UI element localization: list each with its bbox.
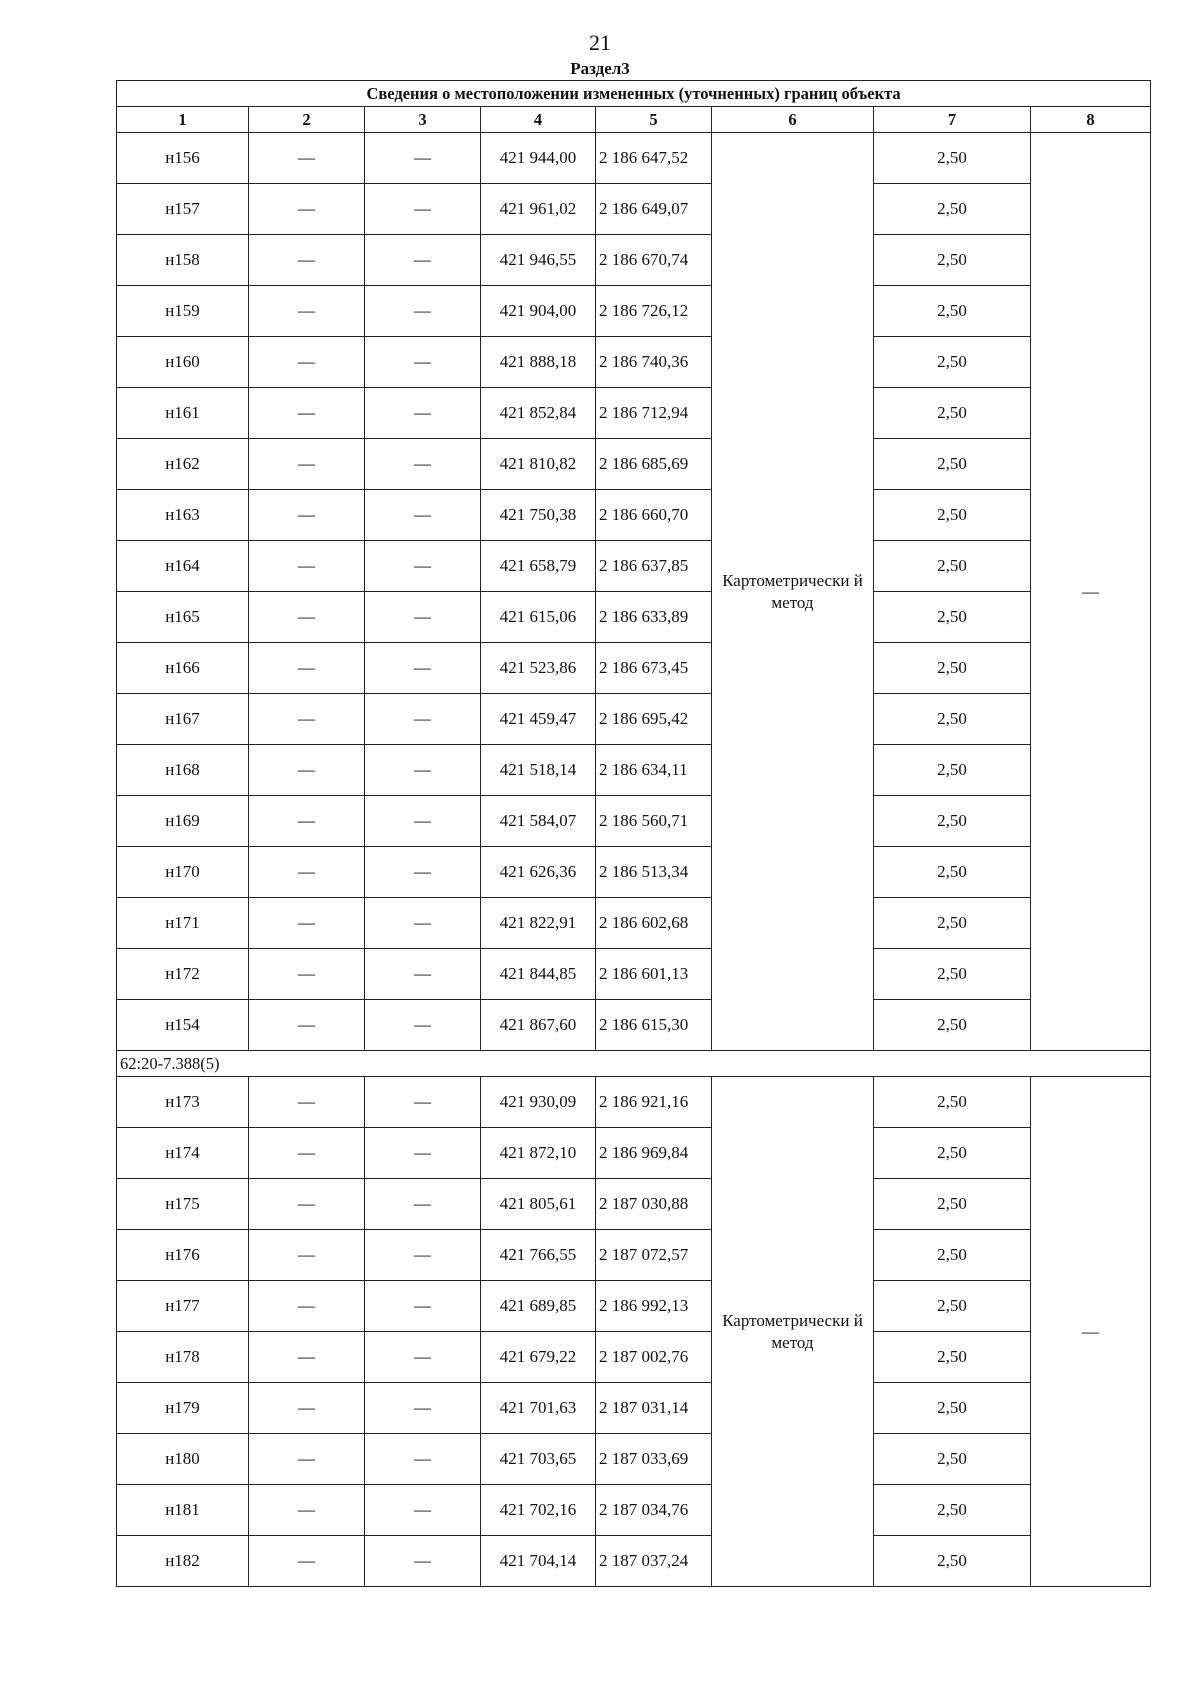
table-row <box>117 1179 1151 1230</box>
accuracy-cell: 2,50 <box>874 1128 1031 1179</box>
point-name-cell: н167 <box>117 694 249 745</box>
column-header: 3 <box>365 107 481 133</box>
point-name-cell: н175 <box>117 1179 249 1230</box>
col3-cell: — <box>365 541 481 592</box>
x-coordinate-cell: 421 946,55 <box>481 235 596 286</box>
col2-cell: — <box>249 388 365 439</box>
accuracy-cell: 2,50 <box>874 1000 1031 1051</box>
accuracy-cell: 2,50 <box>874 286 1031 337</box>
x-coordinate-cell: 421 888,18 <box>481 337 596 388</box>
col3-cell: — <box>365 796 481 847</box>
col8-cell: — <box>1031 133 1151 1051</box>
col2-cell: — <box>249 286 365 337</box>
col2-cell: — <box>249 1230 365 1281</box>
col3-cell: — <box>365 643 481 694</box>
x-coordinate-cell: 421 852,84 <box>481 388 596 439</box>
x-coordinate-cell: 421 459,47 <box>481 694 596 745</box>
y-coordinate-cell: 2 186 685,69 <box>596 439 712 490</box>
column-header: 2 <box>249 107 365 133</box>
x-coordinate-cell: 421 944,00 <box>481 133 596 184</box>
col2-cell: — <box>249 133 365 184</box>
y-coordinate-cell: 2 186 560,71 <box>596 796 712 847</box>
accuracy-cell: 2,50 <box>874 235 1031 286</box>
col2-cell: — <box>249 184 365 235</box>
point-name-cell: н174 <box>117 1128 249 1179</box>
page-number: 21 <box>589 30 611 55</box>
x-coordinate-cell: 421 867,60 <box>481 1000 596 1051</box>
x-coordinate-cell: 421 961,02 <box>481 184 596 235</box>
col2-cell: — <box>249 490 365 541</box>
y-coordinate-cell: 2 186 615,30 <box>596 1000 712 1051</box>
y-coordinate-cell: 2 186 992,13 <box>596 1281 712 1332</box>
accuracy-cell: 2,50 <box>874 541 1031 592</box>
accuracy-cell: 2,50 <box>874 1230 1031 1281</box>
table-row <box>117 337 1151 388</box>
point-name-cell: н182 <box>117 1536 249 1587</box>
table-caption-row <box>117 81 1151 107</box>
table-row <box>117 643 1151 694</box>
point-name-cell: н163 <box>117 490 249 541</box>
x-coordinate-cell: 421 523,86 <box>481 643 596 694</box>
col3-cell: — <box>365 439 481 490</box>
accuracy-cell: 2,50 <box>874 1077 1031 1128</box>
x-coordinate-cell: 421 689,85 <box>481 1281 596 1332</box>
col2-cell: — <box>249 541 365 592</box>
y-coordinate-cell: 2 186 633,89 <box>596 592 712 643</box>
accuracy-cell: 2,50 <box>874 184 1031 235</box>
x-coordinate-cell: 421 872,10 <box>481 1128 596 1179</box>
x-coordinate-cell: 421 844,85 <box>481 949 596 1000</box>
point-name-cell: н173 <box>117 1077 249 1128</box>
table-row <box>117 745 1151 796</box>
col2-cell: — <box>249 1383 365 1434</box>
table-row <box>117 1281 1151 1332</box>
accuracy-cell: 2,50 <box>874 1332 1031 1383</box>
x-coordinate-cell: 421 615,06 <box>481 592 596 643</box>
table-row <box>117 1536 1151 1587</box>
col3-cell: — <box>365 1128 481 1179</box>
x-coordinate-cell: 421 626,36 <box>481 847 596 898</box>
y-coordinate-cell: 2 187 072,57 <box>596 1230 712 1281</box>
col2-cell: — <box>249 1000 365 1051</box>
col3-cell: — <box>365 745 481 796</box>
col2-cell: — <box>249 1434 365 1485</box>
col3-cell: — <box>365 694 481 745</box>
y-coordinate-cell: 2 186 601,13 <box>596 949 712 1000</box>
x-coordinate-cell: 421 584,07 <box>481 796 596 847</box>
point-name-cell: н169 <box>117 796 249 847</box>
point-name-cell: н158 <box>117 235 249 286</box>
point-name-cell: н168 <box>117 745 249 796</box>
column-header: 4 <box>481 107 596 133</box>
column-header: 5 <box>596 107 712 133</box>
table-caption: Сведения о местоположении измененных (уточненных) границ объекта <box>117 81 1151 107</box>
col2-cell: — <box>249 1077 365 1128</box>
col2-cell: — <box>249 337 365 388</box>
point-name-cell: н181 <box>117 1485 249 1536</box>
point-name-cell: н156 <box>117 133 249 184</box>
point-name-cell: н161 <box>117 388 249 439</box>
col3-cell: — <box>365 1485 481 1536</box>
accuracy-cell: 2,50 <box>874 1281 1031 1332</box>
column-header: 7 <box>874 107 1031 133</box>
col3-cell: — <box>365 1281 481 1332</box>
table-row <box>117 847 1151 898</box>
accuracy-cell: 2,50 <box>874 592 1031 643</box>
y-coordinate-cell: 2 186 660,70 <box>596 490 712 541</box>
col2-cell: — <box>249 898 365 949</box>
column-header: 8 <box>1031 107 1151 133</box>
accuracy-cell: 2,50 <box>874 490 1031 541</box>
x-coordinate-cell: 421 679,22 <box>481 1332 596 1383</box>
table-row <box>117 949 1151 1000</box>
x-coordinate-cell: 421 703,65 <box>481 1434 596 1485</box>
col2-cell: — <box>249 796 365 847</box>
col8-cell: — <box>1031 1077 1151 1587</box>
accuracy-cell: 2,50 <box>874 337 1031 388</box>
y-coordinate-cell: 2 187 002,76 <box>596 1332 712 1383</box>
y-coordinate-cell: 2 186 647,52 <box>596 133 712 184</box>
table-row <box>117 796 1151 847</box>
col2-cell: — <box>249 1179 365 1230</box>
accuracy-cell: 2,50 <box>874 898 1031 949</box>
y-coordinate-cell: 2 186 969,84 <box>596 1128 712 1179</box>
accuracy-cell: 2,50 <box>874 388 1031 439</box>
col2-cell: — <box>249 1128 365 1179</box>
point-name-cell: н171 <box>117 898 249 949</box>
y-coordinate-cell: 2 186 649,07 <box>596 184 712 235</box>
method-cell: Картометрически й метод <box>712 133 874 1051</box>
col3-cell: — <box>365 1230 481 1281</box>
point-name-cell: н166 <box>117 643 249 694</box>
accuracy-cell: 2,50 <box>874 949 1031 1000</box>
x-coordinate-cell: 421 704,14 <box>481 1536 596 1587</box>
point-name-cell: н177 <box>117 1281 249 1332</box>
table-row <box>117 1230 1151 1281</box>
accuracy-cell: 2,50 <box>874 439 1031 490</box>
col3-cell: — <box>365 1179 481 1230</box>
point-name-cell: н159 <box>117 286 249 337</box>
table-row <box>117 133 1151 184</box>
col2-cell: — <box>249 1281 365 1332</box>
col3-cell: — <box>365 847 481 898</box>
col3-cell: — <box>365 592 481 643</box>
col2-cell: — <box>249 592 365 643</box>
y-coordinate-cell: 2 186 513,34 <box>596 847 712 898</box>
accuracy-cell: 2,50 <box>874 1179 1031 1230</box>
table-row <box>117 898 1151 949</box>
x-coordinate-cell: 421 750,38 <box>481 490 596 541</box>
table-row <box>117 694 1151 745</box>
x-coordinate-cell: 421 518,14 <box>481 745 596 796</box>
table-row <box>117 490 1151 541</box>
column-header-row <box>117 107 1151 133</box>
y-coordinate-cell: 2 186 921,16 <box>596 1077 712 1128</box>
y-coordinate-cell: 2 186 726,12 <box>596 286 712 337</box>
y-coordinate-cell: 2 186 740,36 <box>596 337 712 388</box>
x-coordinate-cell: 421 904,00 <box>481 286 596 337</box>
y-coordinate-cell: 2 186 670,74 <box>596 235 712 286</box>
point-name-cell: н160 <box>117 337 249 388</box>
accuracy-cell: 2,50 <box>874 847 1031 898</box>
method-cell: Картометрически й метод <box>712 1077 874 1587</box>
y-coordinate-cell: 2 187 034,76 <box>596 1485 712 1536</box>
accuracy-cell: 2,50 <box>874 1383 1031 1434</box>
table-row <box>117 1434 1151 1485</box>
table-row <box>117 1332 1151 1383</box>
section-title: Раздел3 <box>570 59 630 78</box>
accuracy-cell: 2,50 <box>874 643 1031 694</box>
point-name-cell: н170 <box>117 847 249 898</box>
col3-cell: — <box>365 1536 481 1587</box>
point-name-cell: н165 <box>117 592 249 643</box>
table-row <box>117 439 1151 490</box>
point-name-cell: н179 <box>117 1383 249 1434</box>
accuracy-cell: 2,50 <box>874 694 1031 745</box>
accuracy-cell: 2,50 <box>874 133 1031 184</box>
accuracy-cell: 2,50 <box>874 745 1031 796</box>
col3-cell: — <box>365 235 481 286</box>
y-coordinate-cell: 2 187 037,24 <box>596 1536 712 1587</box>
y-coordinate-cell: 2 187 033,69 <box>596 1434 712 1485</box>
accuracy-cell: 2,50 <box>874 796 1031 847</box>
table-row <box>117 1077 1151 1128</box>
accuracy-cell: 2,50 <box>874 1434 1031 1485</box>
col3-cell: — <box>365 1383 481 1434</box>
col2-cell: — <box>249 1536 365 1587</box>
col2-cell: — <box>249 745 365 796</box>
col3-cell: — <box>365 337 481 388</box>
col3-cell: — <box>365 388 481 439</box>
point-name-cell: н157 <box>117 184 249 235</box>
point-name-cell: н164 <box>117 541 249 592</box>
y-coordinate-cell: 2 186 634,11 <box>596 745 712 796</box>
point-name-cell: н154 <box>117 1000 249 1051</box>
col2-cell: — <box>249 439 365 490</box>
x-coordinate-cell: 421 822,91 <box>481 898 596 949</box>
col2-cell: — <box>249 949 365 1000</box>
point-name-cell: н172 <box>117 949 249 1000</box>
y-coordinate-cell: 2 186 673,45 <box>596 643 712 694</box>
col2-cell: — <box>249 847 365 898</box>
point-name-cell: н162 <box>117 439 249 490</box>
col3-cell: — <box>365 898 481 949</box>
col3-cell: — <box>365 1434 481 1485</box>
y-coordinate-cell: 2 186 637,85 <box>596 541 712 592</box>
table-row <box>117 388 1151 439</box>
table-row <box>117 592 1151 643</box>
group-label: 62:20-7.388(5) <box>117 1051 1151 1077</box>
y-coordinate-cell: 2 187 030,88 <box>596 1179 712 1230</box>
col2-cell: — <box>249 1485 365 1536</box>
col3-cell: — <box>365 133 481 184</box>
x-coordinate-cell: 421 701,63 <box>481 1383 596 1434</box>
x-coordinate-cell: 421 930,09 <box>481 1077 596 1128</box>
col3-cell: — <box>365 490 481 541</box>
table-row <box>117 541 1151 592</box>
column-header: 6 <box>712 107 874 133</box>
table-row <box>117 1485 1151 1536</box>
table-row <box>117 286 1151 337</box>
x-coordinate-cell: 421 702,16 <box>481 1485 596 1536</box>
col3-cell: — <box>365 286 481 337</box>
x-coordinate-cell: 421 810,82 <box>481 439 596 490</box>
boundary-table <box>116 80 1151 1587</box>
y-coordinate-cell: 2 186 712,94 <box>596 388 712 439</box>
table-row <box>117 1000 1151 1051</box>
col3-cell: — <box>365 1332 481 1383</box>
accuracy-cell: 2,50 <box>874 1536 1031 1587</box>
table-row <box>117 1383 1151 1434</box>
col2-cell: — <box>249 643 365 694</box>
accuracy-cell: 2,50 <box>874 1485 1031 1536</box>
table-row <box>117 1128 1151 1179</box>
point-name-cell: н176 <box>117 1230 249 1281</box>
x-coordinate-cell: 421 766,55 <box>481 1230 596 1281</box>
y-coordinate-cell: 2 186 695,42 <box>596 694 712 745</box>
col2-cell: — <box>249 235 365 286</box>
y-coordinate-cell: 2 187 031,14 <box>596 1383 712 1434</box>
x-coordinate-cell: 421 805,61 <box>481 1179 596 1230</box>
col3-cell: — <box>365 1000 481 1051</box>
y-coordinate-cell: 2 186 602,68 <box>596 898 712 949</box>
x-coordinate-cell: 421 658,79 <box>481 541 596 592</box>
table-body <box>117 81 1151 1587</box>
table-row <box>117 235 1151 286</box>
column-header: 1 <box>117 107 249 133</box>
col3-cell: — <box>365 949 481 1000</box>
col2-cell: — <box>249 1332 365 1383</box>
col3-cell: — <box>365 1077 481 1128</box>
group-label-row <box>117 1051 1151 1077</box>
point-name-cell: н178 <box>117 1332 249 1383</box>
point-name-cell: н180 <box>117 1434 249 1485</box>
col3-cell: — <box>365 184 481 235</box>
table-row <box>117 184 1151 235</box>
col2-cell: — <box>249 694 365 745</box>
